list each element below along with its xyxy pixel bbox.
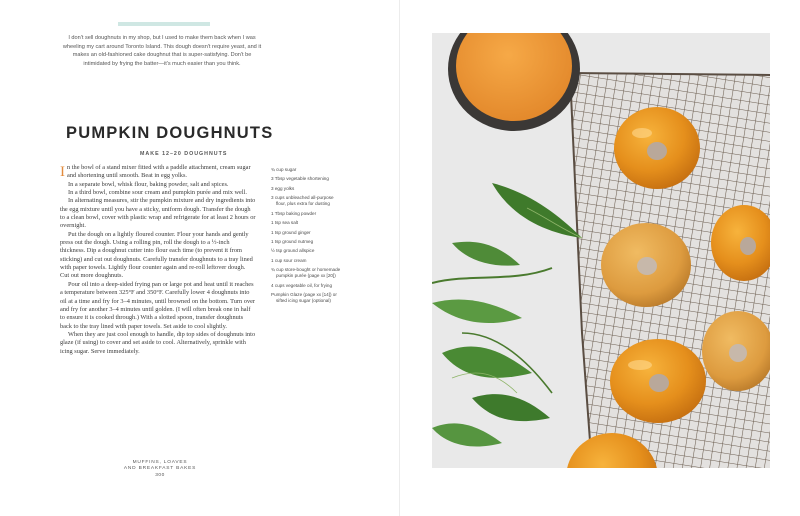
page-footer (110, 460, 210, 479)
section-name-line-1: MUFFINS, LOAVES (132, 460, 188, 465)
ingredient-item: ½ tsp ground allspice (271, 248, 315, 254)
recipe-yield: MAKE 12–20 DOUGHNUTS (140, 151, 228, 157)
photo-illustration (432, 33, 770, 468)
method-text (60, 164, 256, 356)
method-step-1: In the bowl of a stand mixer fitted with a paddle attachment, cream sugar and shortening until smooth. Beat in egg yolks. (60, 164, 251, 180)
method-step-2: In a separate bowl, whisk flour, baking powder, salt and spices. (68, 180, 229, 188)
ingredient-item: 4 cups vegetable oil, for frying (271, 282, 333, 288)
drop-cap: I (60, 164, 65, 180)
method-step-6: Pour oil into a deep-sided frying pan or large pot and heat until it reaches a temperature between 325°F and 350°F. Carefully lower 4 doughnuts into oil at a time and fry for 3–4 minutes, until browned on the bottom. Turn over and fry for another 3–4 minutes until golden. (I will often break one in half to ensure it is cooked through.) With a slotted spoon, transfer doughnuts back to the tray lined with paper towels. Set aside to cool slightly. (60, 280, 256, 330)
ingredient-item: ¾ cup store-bought or homemade pumpkin purée (page xx [20]) (271, 267, 341, 279)
section-name-line-2: AND BREAKFAST BAKES (123, 466, 197, 472)
ingredient-item: 1 cup sour cream (271, 257, 307, 263)
page-number: 300 (155, 472, 165, 478)
doughnut-glazed (614, 107, 700, 189)
method-step-5: Put the dough on a lightly floured counter. Flour your hands and gently press out the dough. Using a rolling pin, roll the dough to a ½-inch thickness. Dip a doughnut cutter into flour each time (to prevent it from sticking) and cut out doughnuts. Carefully transfer doughnuts to a tray lined with paper towels. Lightly flour counter again and re-roll leftover dough. Cut out more doughnuts. (60, 230, 253, 280)
ingredient-item: 1 tsp ground ginger (271, 229, 311, 235)
doughnut-photo (432, 33, 770, 468)
ingredient-item: ¾ cup sugar (271, 167, 297, 172)
ingredient-item: 1 tsp ground nutmeg (271, 238, 314, 244)
ingredient-list (271, 167, 343, 308)
method-step-7: When they are just cool enough to handle, dip top sides of doughnuts into glaze (if using) to cover and set aside to cool. Alternatively, sprinkle with icing sugar. Serve immediately. (60, 330, 256, 355)
method-step-4: In alternating measures, stir the pumpkin mixture and dry ingredients into the egg mixture until you have a sticky, uniform dough. Transfer the dough to a clean bowl, cover with plastic wrap and refrigerate for at least 2 hours or overnight. (60, 197, 256, 230)
ingredient-item: 1 Tbsp baking powder (271, 210, 317, 216)
ingredient-item: Pumpkin Glaze (page xx [14]) or sifted icing sugar (optional) (271, 292, 337, 304)
ingredient-item: 3 egg yolks (271, 185, 295, 191)
method-step-3: In a third bowl, combine sour cream and pumpkin purée and mix well. (68, 189, 247, 197)
accent-bar (118, 22, 210, 26)
intro-text: I don't sell doughnuts in my shop, but I used to make them back when I was wheeling my cart around Toronto Island. This dough doesn't require yeast, and it makes an old-fashioned cake doughnut that is super-satisfying. Don't be intimidated by frying the batter—it's much easier than you think. (62, 35, 262, 67)
ingredient-item: 3 Tbsp vegetable shortening (271, 176, 329, 182)
ingredient-item: 1 tsp sea salt (271, 220, 299, 226)
recipe-title: PUMPKIN DOUGHNUTS (66, 124, 274, 142)
ingredient-item: 3 cups unbleached all-purpose flour, plus extra for dusting (271, 195, 334, 207)
doughnut-plain (601, 223, 691, 307)
doughnut-glazed (610, 339, 706, 423)
